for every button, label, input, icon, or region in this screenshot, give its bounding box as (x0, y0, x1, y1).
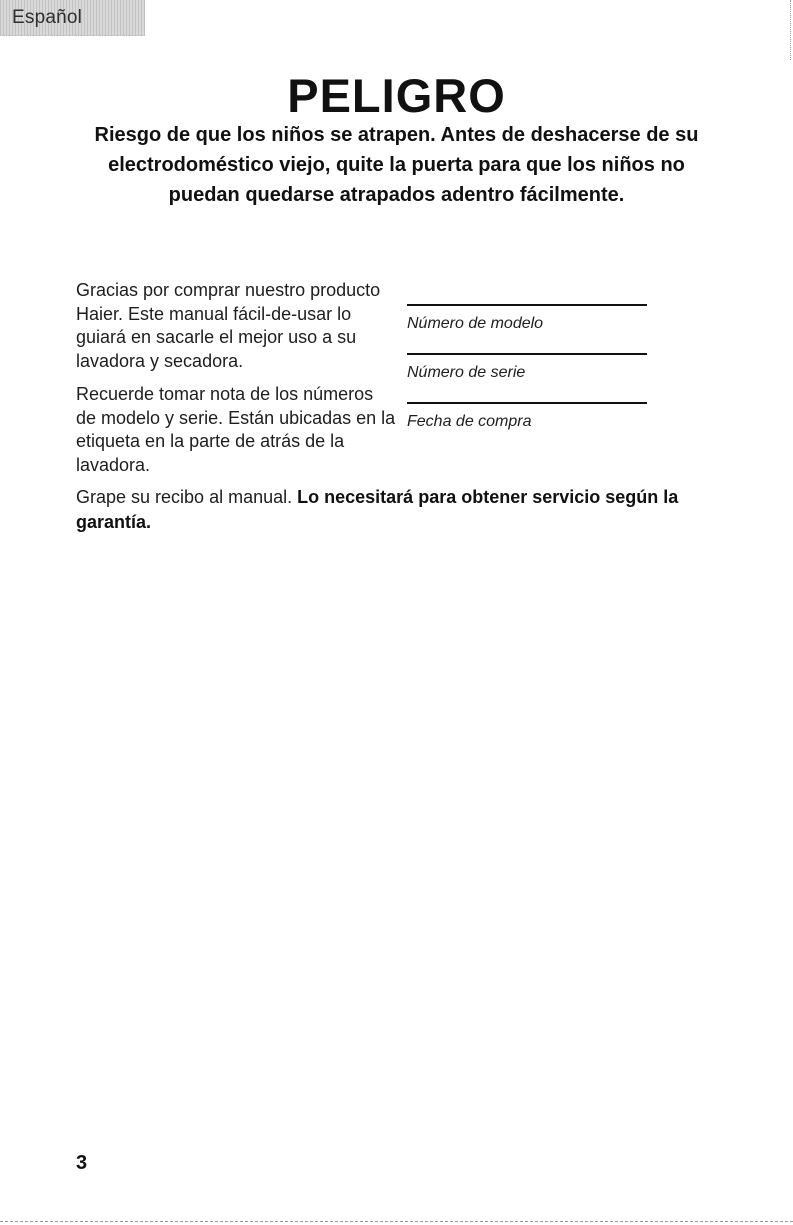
model-number-label: Número de modelo (407, 315, 544, 332)
language-label: Español (12, 7, 83, 28)
language-tab (0, 0, 145, 36)
serial-number-line (407, 353, 647, 355)
receipt-text: Grape su recibo al manual. (76, 487, 293, 507)
purchase-date-line (407, 402, 647, 404)
record-fields (407, 304, 647, 451)
page-bottom-edge (0, 1221, 793, 1222)
receipt-note (76, 485, 726, 535)
danger-title: PELIGRO (287, 69, 506, 122)
model-number-line (407, 304, 647, 306)
purchase-date-label: Fecha de compra (407, 413, 532, 430)
danger-warning-text: Riesgo de que los niños se atrapen. Antes de deshacerse de su electrodoméstico viejo, quite la puerta para que los niños no puedan quedarse atrapados adentro fácilmente. (94, 124, 699, 206)
intro-paragraph-thanks: Gracias por comprar nuestro producto Haier. Este manual fácil-de-usar lo guiará en sacarle el mejor uso a su lavadora y secadora. (76, 280, 381, 371)
receipt-bold-text: Lo necesitará para obtener servicio según la garantía. (76, 487, 679, 532)
serial-number-label: Número de serie (407, 364, 526, 381)
intro-paragraph-record: Recuerde tomar nota de los números de modelo y serie. Están ubicadas en la etiqueta en la parte de atrás de la lavadora. (76, 384, 396, 475)
page-edge-marker (790, 0, 791, 60)
intro-text (76, 279, 396, 477)
page-number: 3 (76, 1152, 88, 1174)
